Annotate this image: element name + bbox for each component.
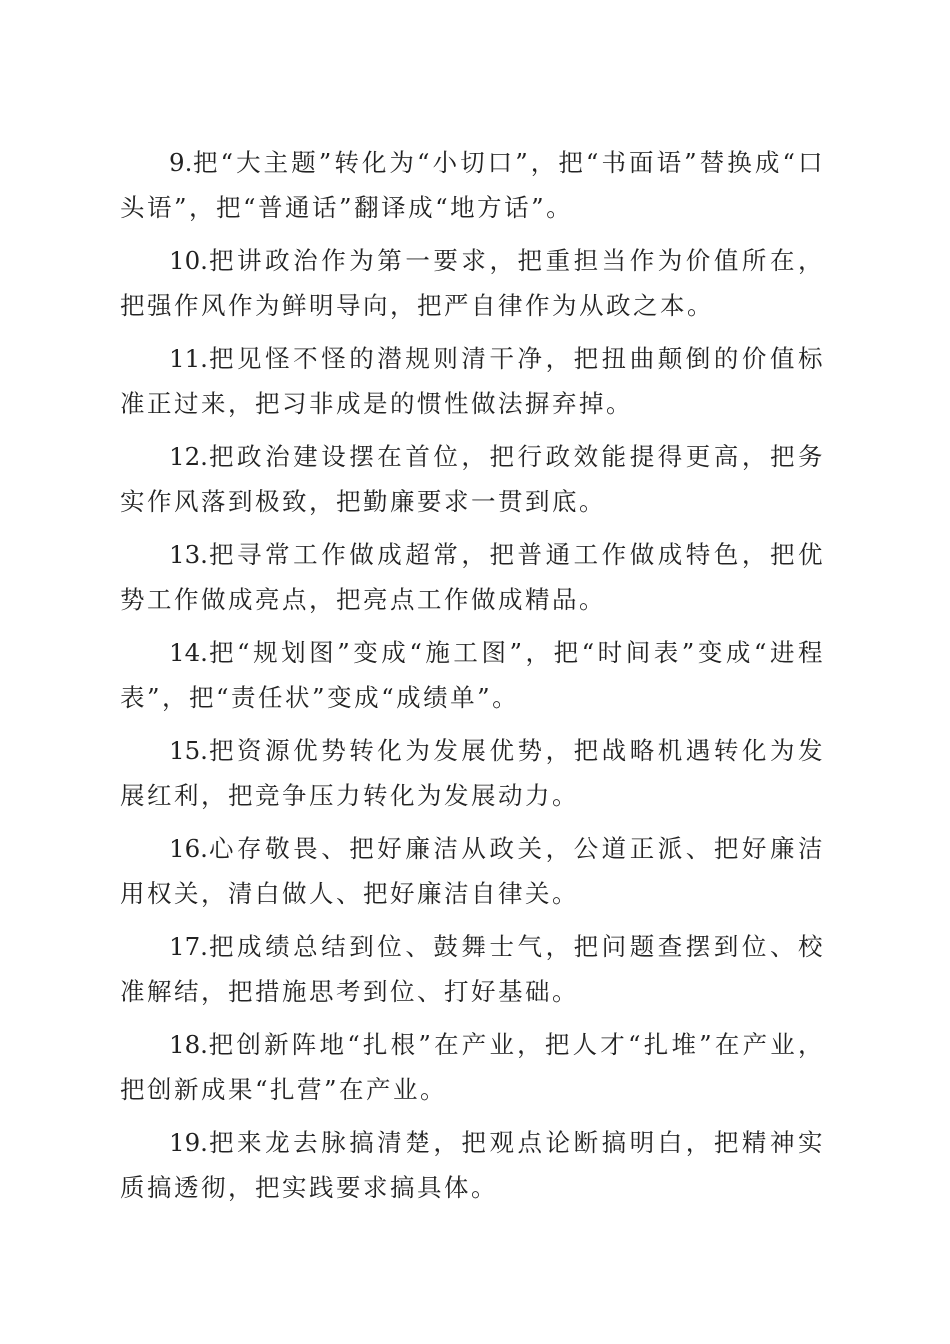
list-item xyxy=(120,728,825,818)
item-text: 心存敬畏、把好廉洁从政关，公道正派、把好廉洁用权关，清白做人、把好廉洁自律关。 xyxy=(120,834,825,908)
item-number: 14. xyxy=(169,638,208,667)
item-number: 10. xyxy=(169,246,208,275)
list-item xyxy=(120,336,825,426)
item-number: 9. xyxy=(169,148,193,177)
item-text: 把讲政治作为第一要求，把重担当作为价值所在，把强作风作为鲜明导向，把严自律作为从政之本。 xyxy=(120,246,825,320)
item-text: 把来龙去脉搞清楚，把观点论断搞明白，把精神实质搞透彻，把实践要求搞具体。 xyxy=(120,1128,825,1202)
item-text: 把“规划图”变成“施工图”，把“时间表”变成“进程表”，把“责任状”变成“成绩单”。 xyxy=(120,638,825,712)
item-text: 把资源优势转化为发展优势，把战略机遇转化为发展红利，把竞争压力转化为发展动力。 xyxy=(120,736,825,810)
list-item xyxy=(120,1120,825,1210)
item-text: 把创新阵地“扎根”在产业，把人才“扎堆”在产业，把创新成果“扎营”在产业。 xyxy=(120,1030,825,1104)
document-body xyxy=(120,140,825,1218)
item-text: 把见怪不怪的潜规则清干净，把扭曲颠倒的价值标准正过来，把习非成是的惯性做法摒弃掉。 xyxy=(120,344,825,418)
item-number: 13. xyxy=(169,540,208,569)
list-item xyxy=(120,1022,825,1112)
item-number: 17. xyxy=(169,932,208,961)
item-text: 把成绩总结到位、鼓舞士气，把问题查摆到位、校准解结，把措施思考到位、打好基础。 xyxy=(120,932,825,1006)
item-number: 15. xyxy=(169,736,208,765)
list-item xyxy=(120,924,825,1014)
item-text: 把寻常工作做成超常，把普通工作做成特色，把优势工作做成亮点，把亮点工作做成精品。 xyxy=(120,540,825,614)
list-item xyxy=(120,140,825,230)
item-number: 18. xyxy=(169,1030,208,1059)
item-number: 19. xyxy=(169,1128,208,1157)
item-number: 16. xyxy=(169,834,208,863)
item-number: 12. xyxy=(169,442,208,471)
list-item xyxy=(120,434,825,524)
list-item xyxy=(120,630,825,720)
item-number: 11. xyxy=(169,344,208,373)
list-item xyxy=(120,532,825,622)
list-item xyxy=(120,238,825,328)
list-item xyxy=(120,826,825,916)
item-text: 把“大主题”转化为“小切口”，把“书面语”替换成“口头语”，把“普通话”翻译成“地方话”。 xyxy=(120,148,825,222)
item-text: 把政治建设摆在首位，把行政效能提得更高，把务实作风落到极致，把勤廉要求一贯到底。 xyxy=(120,442,825,516)
